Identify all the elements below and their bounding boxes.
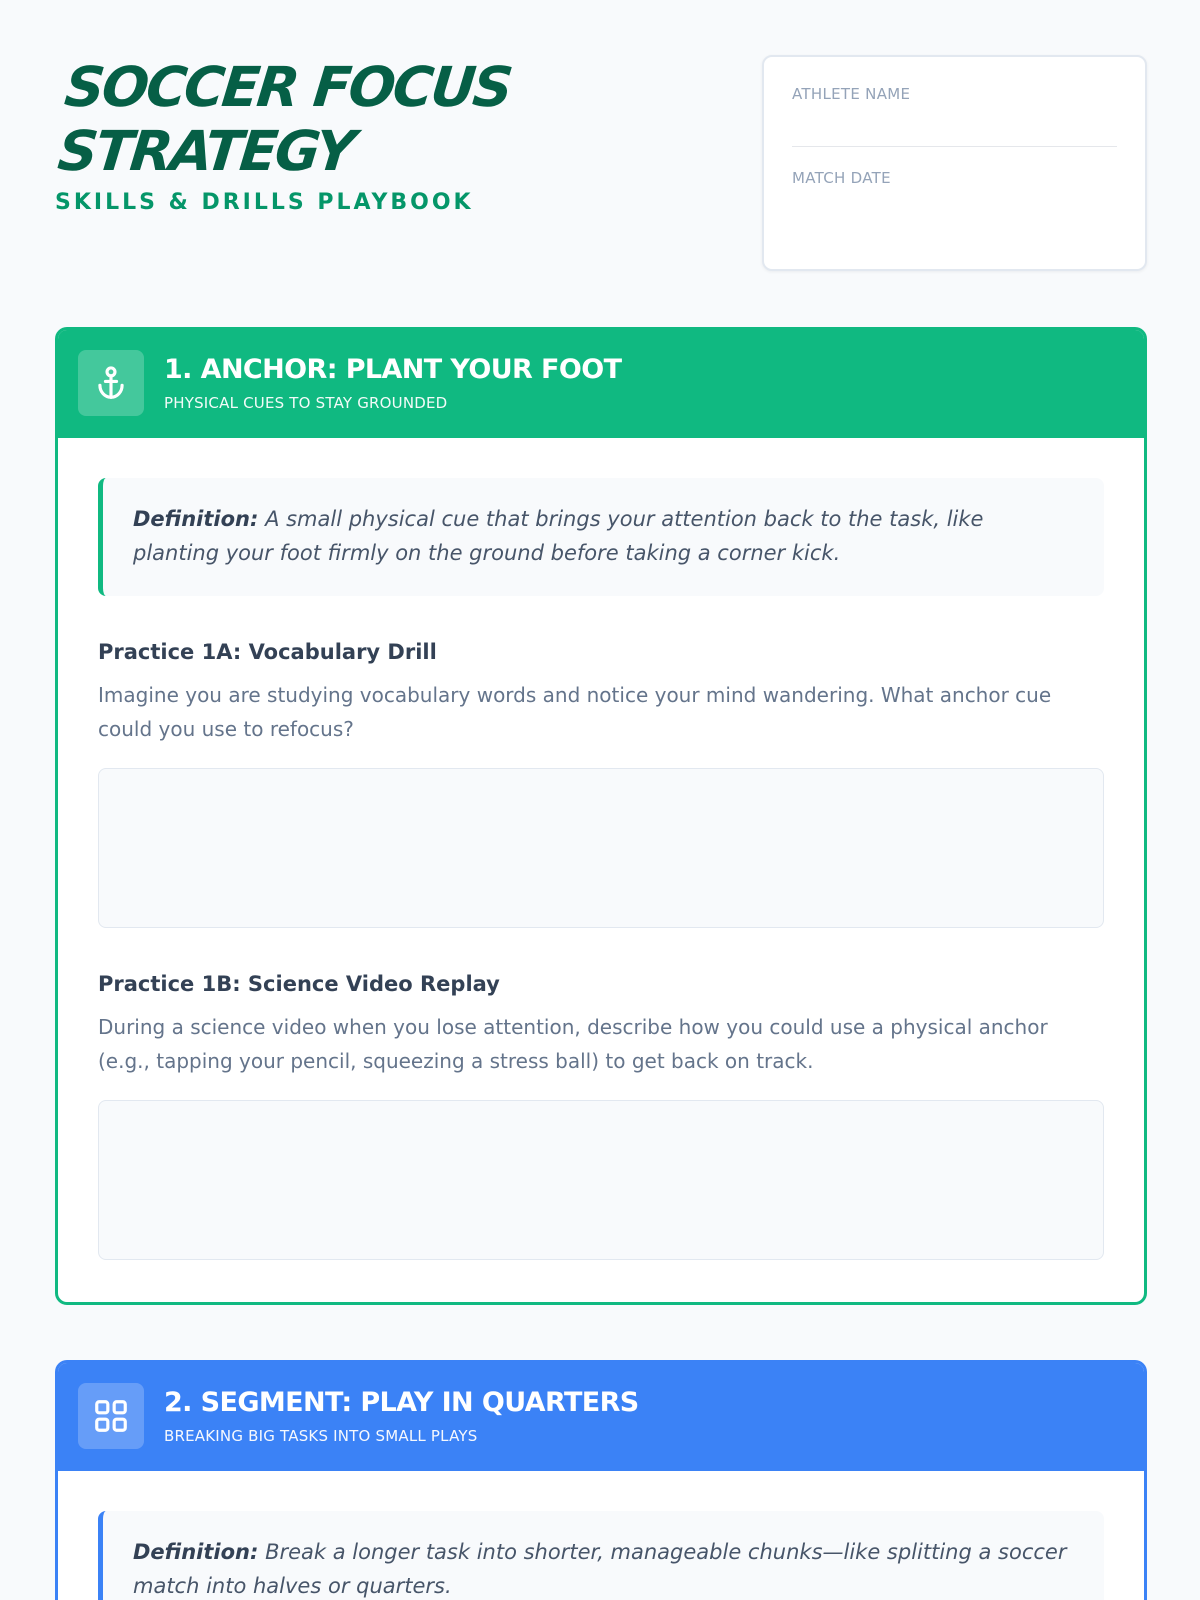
section-body [58,438,1144,1260]
page-header [55,55,1147,275]
match-date-label: MATCH DATE [792,169,891,187]
practice-1b-prompt: During a science video when you lose attention, describe how you could use a physical anchor (e.g., tapping your pencil, squeezing a stress ball) to get back on track. [98,1015,1048,1073]
definition-text: Break a longer task into shorter, manageable chunks—like splitting a soccer match into halves or quarters. [133,1540,1067,1598]
section-header [58,330,1144,438]
definition-label: Definition: [133,507,259,531]
page-title: SOCCER FOCUS STRATEGY [55,55,514,183]
section-subtitle: PHYSICAL CUES TO STAY GROUNDED [164,394,448,412]
definition-callout [98,1511,1104,1600]
practice-1a-title: Practice 1A: Vocabulary Drill [98,640,437,664]
athlete-info-card [762,55,1147,271]
anchor-icon [78,350,144,416]
practice-1b-title: Practice 1B: Science Video Replay [98,972,500,996]
section-subtitle: BREAKING BIG TASKS INTO SMALL PLAYS [164,1427,478,1445]
section-anchor [55,327,1147,1305]
section-title: 1. ANCHOR: PLANT YOUR FOOT [164,354,622,385]
definition-label: Definition: [133,1540,259,1564]
section-title: 2. SEGMENT: PLAY IN QUARTERS [164,1387,639,1418]
practice-1b-answer-box[interactable] [98,1100,1104,1260]
page-subtitle: SKILLS & DRILLS PLAYBOOK [55,190,474,215]
definition-callout [98,478,1104,596]
section-header [58,1363,1144,1471]
athlete-name-label: ATHLETE NAME [792,85,911,103]
section-body [58,1471,1144,1600]
definition-text: A small physical cue that brings your attention back to the task, like planting your foot firmly on the ground before taking a corner kick. [133,507,984,565]
practice-1a-prompt: Imagine you are studying vocabulary words and notice your mind wandering. What anchor cue could you use to refocus? [98,683,1052,741]
grid-icon [78,1383,144,1449]
athlete-name-field[interactable] [792,146,1117,147]
section-segment [55,1360,1147,1600]
practice-1a-answer-box[interactable] [98,768,1104,928]
